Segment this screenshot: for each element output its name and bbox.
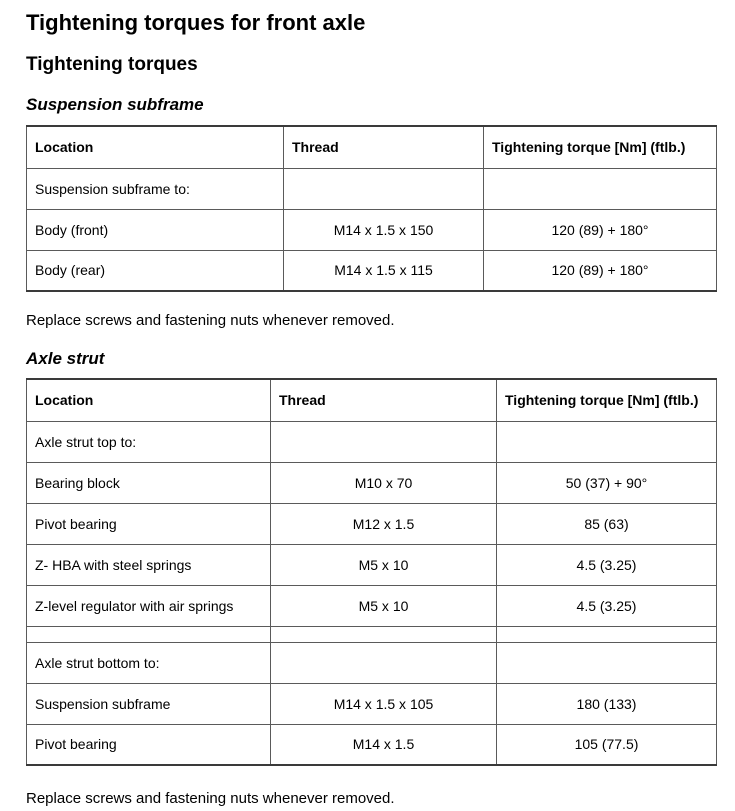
cell-torque: 105 (77.5) xyxy=(497,724,717,765)
suspension-subframe-table xyxy=(26,125,717,292)
cell-location: Pivot bearing xyxy=(27,724,271,765)
cell-torque: 85 (63) xyxy=(497,503,717,544)
cell-location: Suspension subframe to: xyxy=(27,168,284,209)
page-title: Tightening torques for front axle xyxy=(26,10,366,35)
replace-note: Replace screws and fastening nuts whenever removed. xyxy=(26,312,395,329)
column-header-thread: Thread xyxy=(271,379,497,421)
cell-location: Z-level regulator with air springs xyxy=(27,585,271,626)
cell-location: Z- HBA with steel springs xyxy=(27,544,271,585)
cell-torque: 4.5 (3.25) xyxy=(497,585,717,626)
cell-thread: M14 x 1.5 x 150 xyxy=(284,209,484,250)
table-row xyxy=(27,168,717,209)
table-row xyxy=(27,503,717,544)
page-subtitle: Tightening torques xyxy=(26,54,198,75)
cell-location: Suspension subframe xyxy=(27,683,271,724)
axle-strut-table xyxy=(26,378,717,766)
cell-torque xyxy=(497,421,717,462)
cell-thread: M12 x 1.5 xyxy=(271,503,497,544)
cell-torque: 120 (89) + 180° xyxy=(484,250,717,291)
table-row xyxy=(27,209,717,250)
cell-location xyxy=(27,626,271,642)
table-row xyxy=(27,544,717,585)
cell-thread xyxy=(271,421,497,462)
table-row xyxy=(27,462,717,503)
table-row xyxy=(27,724,717,765)
cell-thread: M14 x 1.5 xyxy=(271,724,497,765)
cell-location: Axle strut bottom to: xyxy=(27,642,271,683)
cell-thread xyxy=(271,626,497,642)
cell-torque xyxy=(484,168,717,209)
table-header-row xyxy=(27,126,717,168)
cell-thread: M5 x 10 xyxy=(271,544,497,585)
replace-note: Replace screws and fastening nuts whenever removed. xyxy=(26,790,395,807)
cell-thread xyxy=(284,168,484,209)
cell-location: Pivot bearing xyxy=(27,503,271,544)
cell-thread: M14 x 1.5 x 115 xyxy=(284,250,484,291)
column-header-thread: Thread xyxy=(284,126,484,168)
table-row-spacer xyxy=(27,626,717,642)
cell-location: Body (rear) xyxy=(27,250,284,291)
column-header-location: Location xyxy=(27,126,284,168)
cell-location: Body (front) xyxy=(27,209,284,250)
cell-torque: 50 (37) + 90° xyxy=(497,462,717,503)
table-row xyxy=(27,421,717,462)
cell-thread: M14 x 1.5 x 105 xyxy=(271,683,497,724)
section-heading-axle-strut: Axle strut xyxy=(26,349,105,368)
cell-torque: 4.5 (3.25) xyxy=(497,544,717,585)
column-header-torque: Tightening torque [Nm] (ftlb.) xyxy=(497,379,717,421)
table-row xyxy=(27,642,717,683)
table-row xyxy=(27,585,717,626)
cell-location: Bearing block xyxy=(27,462,271,503)
column-header-torque: Tightening torque [Nm] (ftlb.) xyxy=(484,126,717,168)
table-row xyxy=(27,683,717,724)
cell-torque: 120 (89) + 180° xyxy=(484,209,717,250)
table-row xyxy=(27,250,717,291)
cell-location: Axle strut top to: xyxy=(27,421,271,462)
column-header-location: Location xyxy=(27,379,271,421)
cell-thread xyxy=(271,642,497,683)
cell-thread: M5 x 10 xyxy=(271,585,497,626)
table-header-row xyxy=(27,379,717,421)
cell-torque: 180 (133) xyxy=(497,683,717,724)
cell-torque xyxy=(497,626,717,642)
cell-torque xyxy=(497,642,717,683)
cell-thread: M10 x 70 xyxy=(271,462,497,503)
section-heading-suspension-subframe: Suspension subframe xyxy=(26,95,204,114)
